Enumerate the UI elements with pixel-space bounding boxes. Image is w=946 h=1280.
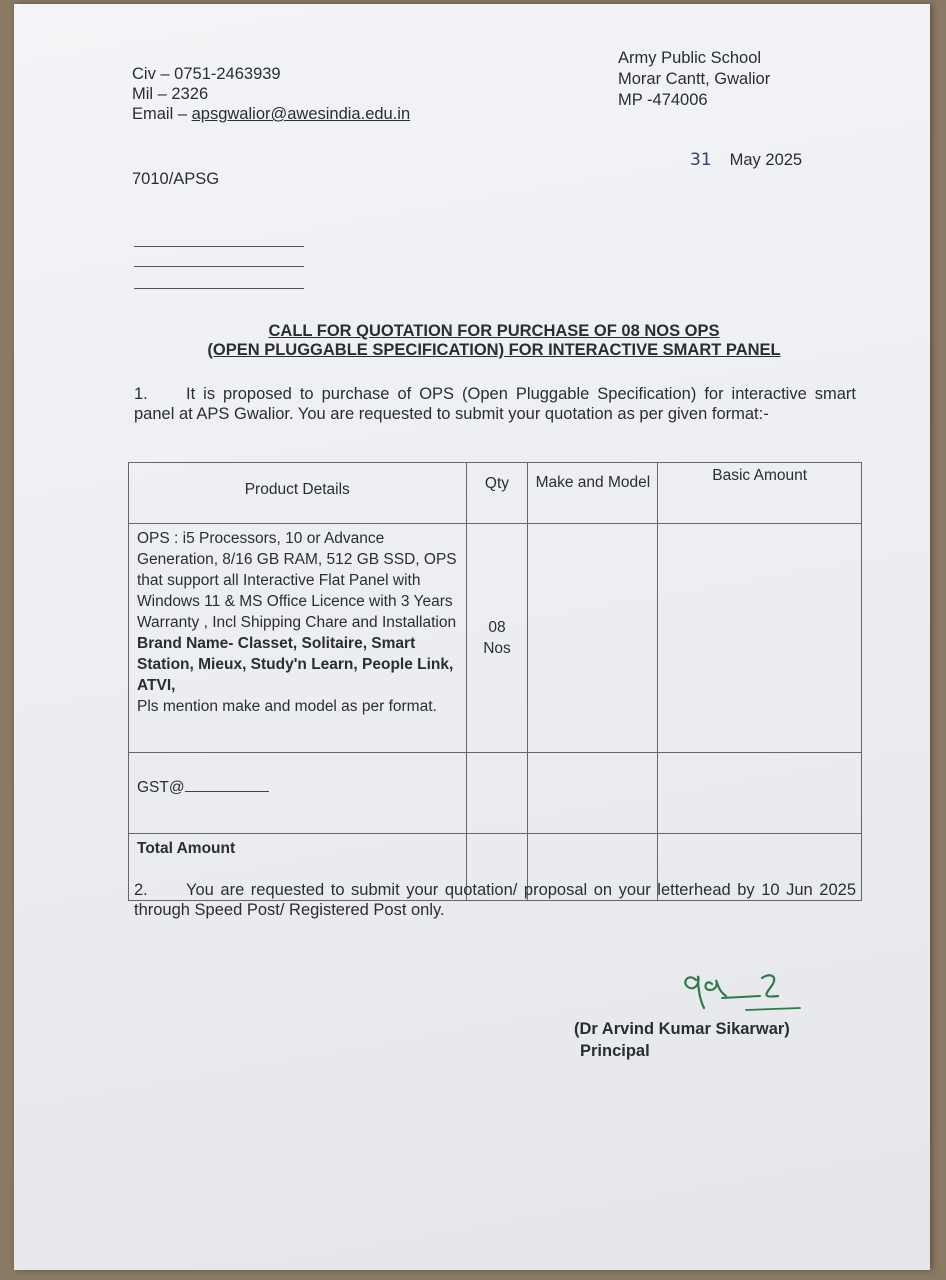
product-spec-text: OPS : i5 Processors, 10 or Advance Generation, 8/16 GB RAM, 512 GB SSD, OPS that support all Interactive Flat Panel with Windows 11 & MS Office Licence with 3 Years Warranty , Incl Shipping Chare and Installation [137, 530, 457, 631]
paragraph-1 [134, 384, 856, 424]
mil-phone: Mil – 2326 [132, 85, 209, 103]
quotation-table [128, 462, 862, 901]
reference-number: 7010/APSG [132, 170, 220, 188]
signatory-designation: Principal [580, 1042, 650, 1060]
header-basic-amount: Basic Amount [658, 463, 862, 524]
gst-blank-line [185, 777, 269, 792]
date-month-year: May 2025 [729, 151, 803, 169]
gst-label-cell [129, 753, 467, 834]
address-line-1: Army Public School [618, 49, 762, 67]
contact-block [132, 64, 410, 124]
table-row [129, 524, 862, 753]
basic-amount-cell [658, 524, 862, 753]
paragraph-2 [134, 880, 856, 920]
address-line-2: Morar Cantt, Gwalior [618, 70, 771, 88]
gst-row [129, 753, 862, 834]
addressee-line-2 [134, 266, 304, 267]
addressee-line-3 [134, 288, 304, 289]
email-address: apsgwalior@awesindia.edu.in [191, 105, 411, 123]
signature-mark [682, 966, 812, 1018]
qty-unit: Nos [483, 640, 511, 657]
make-model-note: Pls mention make and model as per format. [137, 698, 437, 715]
paragraph-2-number: 2. [134, 881, 148, 899]
table-header-row [129, 463, 862, 524]
qty-value: 08 [488, 619, 506, 636]
make-model-cell [528, 524, 658, 753]
gst-make-cell [528, 753, 658, 834]
letter-page [14, 4, 930, 1270]
product-details-cell [129, 524, 467, 753]
date-day-handwritten: 31 [690, 150, 712, 170]
letter-date [690, 150, 802, 170]
addressee-line-1 [134, 246, 304, 247]
address-line-3: MP -474006 [618, 91, 708, 109]
subject-line-1: CALL FOR QUOTATION FOR PURCHASE OF 08 NOS OPS [268, 322, 720, 340]
subject-line-2: (OPEN PLUGGABLE SPECIFICATION) FOR INTERACTIVE SMART PANEL [207, 341, 781, 359]
gst-label: GST@ [137, 779, 185, 796]
header-make-model: Make and Model [528, 463, 658, 524]
subject-heading [174, 322, 814, 360]
gst-qty-cell [466, 753, 528, 834]
header-product-details: Product Details [129, 463, 467, 524]
school-address [618, 48, 770, 111]
header-qty: Qty [466, 463, 528, 524]
signatory-name: (Dr Arvind Kumar Sikarwar) [574, 1020, 790, 1038]
signatory-block [574, 1018, 790, 1062]
paragraph-1-text: It is proposed to purchase of OPS (Open Pluggable Specification) for interactive smart panel at APS Gwalior. You are requested to submit your quotation as per given format:- [134, 385, 856, 423]
civ-phone: Civ – 0751-2463939 [132, 65, 281, 83]
paragraph-1-number: 1. [134, 385, 148, 403]
gst-amount-cell [658, 753, 862, 834]
email-line [132, 104, 410, 124]
total-amount-label: Total Amount [129, 834, 467, 901]
brand-names-text: Brand Name- Classet, Solitaire, Smart Station, Mieux, Study'n Learn, People Link, ATVI, [137, 635, 454, 694]
paragraph-2-text: You are requested to submit your quotation/ proposal on your letterhead by 10 Jun 2025 through Speed Post/ Registered Post only. [134, 881, 856, 919]
qty-cell [466, 524, 528, 753]
email-prefix: Email – [132, 105, 192, 123]
